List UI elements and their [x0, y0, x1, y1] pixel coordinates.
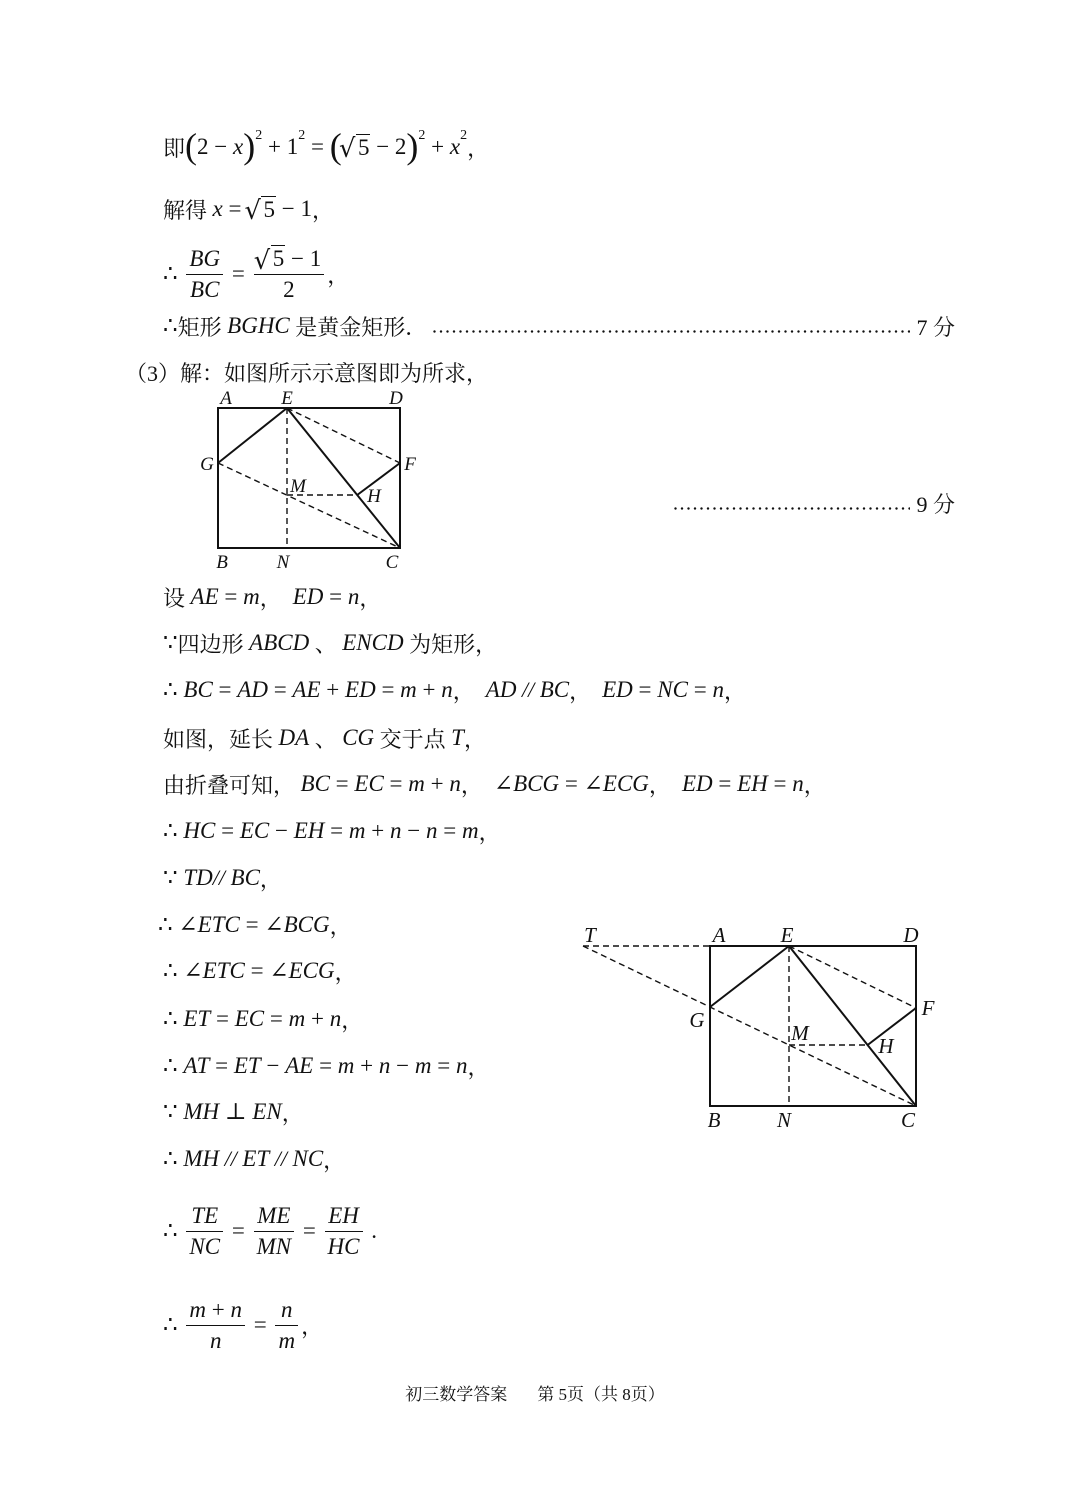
math-variable: BC [190, 276, 220, 302]
folding-facts-line [163, 768, 826, 800]
text-run: ， [803, 772, 826, 798]
point-label-t: T [584, 923, 596, 947]
math-operator: + [320, 677, 346, 702]
math-variable: AE [292, 677, 321, 702]
text-run: ， [259, 585, 293, 611]
math-variable: NC [657, 677, 688, 702]
text-run: 即 [163, 135, 186, 161]
square-root: √ 5 [356, 134, 371, 160]
math-operator: ⊥ [219, 1099, 253, 1124]
point-label-d: D [389, 388, 403, 409]
math-operator: − [401, 818, 426, 843]
math-operator: = [267, 677, 293, 702]
math-variable: ENCD [342, 630, 404, 655]
math-variable: m [348, 818, 366, 843]
parallel-symbol: // [212, 865, 231, 890]
math-variable: HC [327, 1233, 360, 1259]
fraction [186, 1201, 223, 1262]
math-variable: m [189, 1296, 207, 1322]
math-variable: ED [602, 677, 633, 702]
footer-page-number: 第 5页（共 8页） [537, 1384, 665, 1404]
math-variable: AE [285, 1053, 314, 1078]
math-operator: = [313, 1053, 338, 1078]
math-operator: − [269, 818, 294, 843]
solve-x-line [163, 193, 334, 225]
math-operator: + [206, 1296, 231, 1322]
math-variable: BC [539, 677, 570, 702]
math-operator: + [305, 1006, 330, 1031]
math-operator: ∴ [163, 313, 178, 338]
large-parenthesis: ) [243, 126, 256, 166]
math-variable: ED [345, 677, 376, 702]
math-operator: − 2 [370, 134, 407, 159]
math-variable: n [449, 771, 461, 796]
math-variable: TE [191, 1202, 219, 1228]
math-operator: + [354, 1053, 379, 1078]
math-operator: = [305, 134, 330, 159]
text-run: 四边形 [177, 631, 250, 657]
math-operator: + 1 [262, 134, 299, 159]
at-equals-line [163, 1050, 490, 1082]
part-3-heading [125, 356, 488, 388]
math-operator: = [226, 1218, 251, 1243]
fraction [186, 1295, 245, 1356]
point-label-m: M [290, 476, 306, 497]
fraction-numerator [186, 244, 223, 275]
fraction-numerator [254, 244, 325, 275]
dashed-segment-tc [583, 946, 916, 1106]
point-label-n: N [276, 552, 290, 573]
math-variable: AT [183, 1053, 210, 1078]
math-variable: DA [278, 725, 310, 750]
math-operator: − [260, 1053, 286, 1078]
math-operator: = [248, 1312, 273, 1337]
math-variable: n [425, 818, 438, 843]
math-variable: n [456, 1053, 468, 1078]
segment-ge [218, 408, 287, 463]
text-run: ， [460, 772, 494, 798]
math-operator: = ∠ [559, 771, 603, 796]
math-variable: EH [328, 1202, 359, 1228]
golden-rectangle-conclusion-line [163, 310, 955, 342]
math-variable: ED [681, 771, 713, 796]
math-operator: = [712, 771, 738, 796]
math-operator: = [222, 196, 248, 221]
math-variable: m [400, 677, 417, 702]
math-operator: ∴ [163, 1146, 184, 1171]
point-label-d: D [903, 923, 919, 947]
point-label-c: C [900, 1108, 916, 1132]
math-operator: = [767, 771, 793, 796]
math-variable: n [712, 677, 724, 702]
math-operator: = [215, 818, 240, 843]
math-operator: ∵ [163, 865, 184, 890]
math-variable: NC [189, 1233, 221, 1259]
math-variable: NC [292, 1146, 324, 1171]
math-variable: x [449, 134, 461, 159]
text-run: ， [259, 866, 282, 892]
fraction [275, 1295, 298, 1356]
math-variable: ED [292, 584, 324, 609]
math-variable: ET [183, 1006, 211, 1031]
square-root: √ 5 [271, 245, 286, 271]
math-operator: ∠ [493, 771, 514, 796]
text-run: ， [341, 1007, 364, 1033]
math-variable: m [414, 1053, 432, 1078]
figure-1-diagram [190, 385, 430, 575]
text-run: ， [311, 197, 334, 223]
math-variable: BCG [513, 771, 560, 796]
math-variable: EH [293, 818, 325, 843]
fraction-numerator [325, 1201, 363, 1232]
math-variable: n [389, 818, 402, 843]
fraction-numerator [186, 1201, 223, 1232]
math-operator: ∴ [163, 677, 184, 702]
point-label-c: C [385, 552, 399, 573]
math-variable: m [337, 1053, 355, 1078]
math-variable: m [243, 584, 260, 609]
math-operator: = [226, 261, 251, 286]
math-operator: 2 [283, 276, 295, 302]
segment-ge [710, 946, 789, 1007]
math-variable: ET [233, 1053, 261, 1078]
math-operator: 2 − [197, 134, 233, 159]
footer-subject: 初三数学答案 [405, 1384, 508, 1404]
math-operator: . [365, 1218, 377, 1243]
math-operator: + [425, 134, 450, 159]
math-variable: MH [183, 1146, 220, 1171]
math-variable: HC [183, 818, 216, 843]
point-label-f: F [921, 996, 935, 1020]
text-run: ， [323, 1147, 346, 1173]
fraction-numerator [254, 1201, 295, 1232]
text-run: （3）解：如图所示示意图即为所求， [125, 360, 489, 386]
page-footer [0, 1378, 1070, 1406]
part-3-score-line [668, 487, 955, 519]
math-operator: ∴ [163, 818, 184, 843]
math-operator: ∴ [163, 1218, 184, 1243]
superscript: 2 [298, 127, 306, 143]
text-run: 、 [309, 726, 343, 752]
math-variable: m [278, 1327, 296, 1353]
fraction-denominator [186, 1326, 245, 1356]
math-variable: EC [239, 818, 270, 843]
fraction-denominator [254, 275, 325, 305]
dashed-segment-ef [287, 408, 400, 463]
superscript: 2 [418, 127, 426, 143]
text-run: ， [723, 678, 746, 704]
large-parenthesis: ( [185, 126, 198, 166]
point-label-b: B [216, 552, 228, 573]
math-operator: = [383, 771, 409, 796]
et-equals-line [163, 1003, 363, 1035]
math-variable: n [209, 1327, 222, 1353]
math-variable: ETC [202, 958, 245, 983]
text-run: ， [327, 262, 350, 288]
text-run: 矩形 [177, 314, 228, 340]
math-operator: ∴ [163, 1006, 184, 1031]
mn-ratio-line [163, 1293, 323, 1357]
math-variable: m [408, 771, 425, 796]
point-label-b: B [707, 1108, 721, 1132]
point-label-g: G [200, 454, 214, 475]
fraction [325, 1201, 363, 1262]
text-run: ， [463, 726, 486, 752]
math-variable: ABCD [249, 630, 310, 655]
fraction-denominator [325, 1232, 363, 1262]
math-operator: ∴ ∠ [163, 958, 203, 983]
math-variable: EC [354, 771, 384, 796]
math-operator: + [416, 677, 442, 702]
let-variables-line [163, 581, 381, 613]
parallel-symbol: // [269, 1146, 293, 1171]
point-label-m: M [791, 1021, 809, 1045]
math-variable: T [451, 725, 464, 750]
math-operator: = [431, 1053, 456, 1078]
math-operator: = [329, 771, 355, 796]
math-variable: n [347, 584, 360, 609]
math-operator: = [324, 818, 349, 843]
math-variable: AD [237, 677, 268, 702]
math-operator: + [365, 818, 390, 843]
fraction-denominator [275, 1326, 298, 1356]
text-run: ， [478, 819, 501, 845]
rectangle-premise-line [163, 627, 497, 659]
math-variable: EH [737, 771, 768, 796]
math-variable: BCG [283, 912, 330, 937]
math-operator: = [264, 1006, 289, 1031]
angle-etc-bcg-line [158, 909, 352, 941]
superscript: 2 [255, 127, 263, 143]
text-run: ， [648, 772, 682, 798]
equation-line [163, 126, 490, 166]
text-run: 是黄金矩形． [289, 314, 428, 340]
text-run: ， [467, 1054, 490, 1080]
math-variable: AD [485, 677, 517, 702]
text-run: 为矩形， [403, 631, 498, 657]
parallel-symbol: // [219, 1146, 243, 1171]
math-operator: = ∠ [244, 958, 289, 983]
point-label-h: H [367, 486, 381, 507]
point-label-h: H [878, 1034, 894, 1058]
td-parallel-line [163, 862, 282, 894]
math-operator: = [632, 677, 658, 702]
math-operator: = [437, 818, 462, 843]
math-operator: = [210, 1006, 235, 1031]
math-operator: ∵ [163, 630, 178, 655]
math-operator: = [212, 677, 238, 702]
ratio-line [163, 242, 349, 306]
score-mark: 9 分 [916, 491, 955, 517]
math-operator: − 1 [275, 196, 312, 221]
math-operator: = [209, 1053, 234, 1078]
mh-perpendicular-line [163, 1096, 304, 1128]
math-variable: EN [252, 1099, 282, 1124]
math-operator: ∵ [163, 1099, 184, 1124]
math-operator: ∴ [163, 1053, 184, 1078]
angle-etc-ecg-line [163, 955, 357, 987]
math-variable: TD [183, 865, 213, 890]
text-run: 由折叠可知， [163, 772, 301, 798]
rectangle-abcd [710, 946, 916, 1106]
conclusion-text [163, 311, 427, 342]
math-variable: ECG [602, 771, 649, 796]
fraction-numerator [186, 1295, 245, 1326]
text-run: 、 [309, 631, 343, 657]
math-variable: AE [190, 584, 219, 609]
math-variable: ME [257, 1202, 291, 1228]
dot-leader [674, 507, 910, 510]
math-variable: BG [189, 245, 221, 271]
math-operator: = [297, 1218, 322, 1243]
dot-leader [433, 330, 910, 333]
math-variable: m [288, 1006, 306, 1031]
math-variable: BC [230, 865, 260, 890]
fraction [254, 1201, 295, 1262]
score-mark: 7 分 [916, 314, 955, 340]
math-variable: ET [242, 1146, 270, 1171]
math-variable: ETC [197, 912, 240, 937]
math-variable: m [461, 818, 479, 843]
square-root: √ 5 [261, 196, 276, 222]
mh-parallel-line [163, 1143, 345, 1175]
rectangle-abcd [218, 408, 400, 548]
superscript: 2 [460, 127, 468, 143]
math-variable: n [230, 1296, 242, 1322]
math-operator: + [424, 771, 450, 796]
math-variable: n [792, 771, 804, 796]
text-run: ， [452, 678, 486, 704]
large-parenthesis: ( [329, 126, 342, 166]
point-label-e: E [780, 923, 794, 947]
text-run: ， [467, 135, 490, 161]
math-variable: n [329, 1006, 342, 1031]
math-operator: = [323, 584, 348, 609]
text-run: ， [569, 678, 603, 704]
math-variable: EC [234, 1006, 265, 1031]
math-operator: = [687, 677, 713, 702]
math-operator: = [218, 584, 244, 609]
fraction-denominator [186, 275, 223, 305]
extend-lines-line [163, 722, 486, 754]
point-label-a: A [220, 388, 232, 409]
figure-2-diagram [570, 915, 950, 1137]
math-operator: ∴ ∠ [158, 912, 198, 937]
math-variable: x [233, 134, 244, 159]
math-variable: BC [300, 771, 330, 796]
math-operator: ∴ [163, 1312, 184, 1337]
math-variable: BGHC [227, 313, 290, 338]
dashed-segment-ef [789, 946, 916, 1008]
math-variable: ECG [288, 958, 335, 983]
math-variable: BC [183, 677, 213, 702]
math-operator: = [375, 677, 401, 702]
text-run: 解得 [163, 197, 213, 223]
point-label-e: E [281, 388, 293, 409]
math-variable: MN [256, 1233, 292, 1259]
text-run: ， [329, 913, 352, 939]
math-operator: − 1 [285, 245, 322, 271]
fraction [254, 244, 325, 305]
point-label-g: G [689, 1008, 705, 1032]
text-run: ， [281, 1100, 304, 1126]
text-run: 如图，延长 [163, 726, 279, 752]
parallel-symbol: // [516, 677, 540, 702]
math-operator: = ∠ [239, 912, 284, 937]
text-run: ， [301, 1313, 324, 1339]
math-variable: n [281, 1296, 293, 1322]
math-variable: x [212, 196, 223, 221]
fraction-numerator [275, 1295, 298, 1326]
math-variable: MH [183, 1099, 220, 1124]
point-label-a: A [712, 923, 726, 947]
fraction-denominator [186, 1232, 223, 1262]
text-run: 设 [163, 585, 191, 611]
point-label-f: F [404, 454, 416, 475]
math-variable: n [378, 1053, 391, 1078]
math-variable: n [441, 677, 453, 702]
math-operator: ∴ [163, 261, 184, 286]
text-run: 交于点 [374, 726, 452, 752]
proportion-line [163, 1199, 377, 1263]
bc-equals-line [163, 674, 746, 706]
hc-equals-line [163, 815, 501, 847]
math-variable: CG [342, 725, 375, 750]
math-operator: − [390, 1053, 415, 1078]
fraction-denominator [254, 1232, 295, 1262]
text-run: ， [334, 959, 357, 985]
point-label-n: N [776, 1108, 792, 1132]
fraction [186, 244, 223, 305]
text-run: ， [359, 585, 382, 611]
large-parenthesis: ) [406, 126, 419, 166]
